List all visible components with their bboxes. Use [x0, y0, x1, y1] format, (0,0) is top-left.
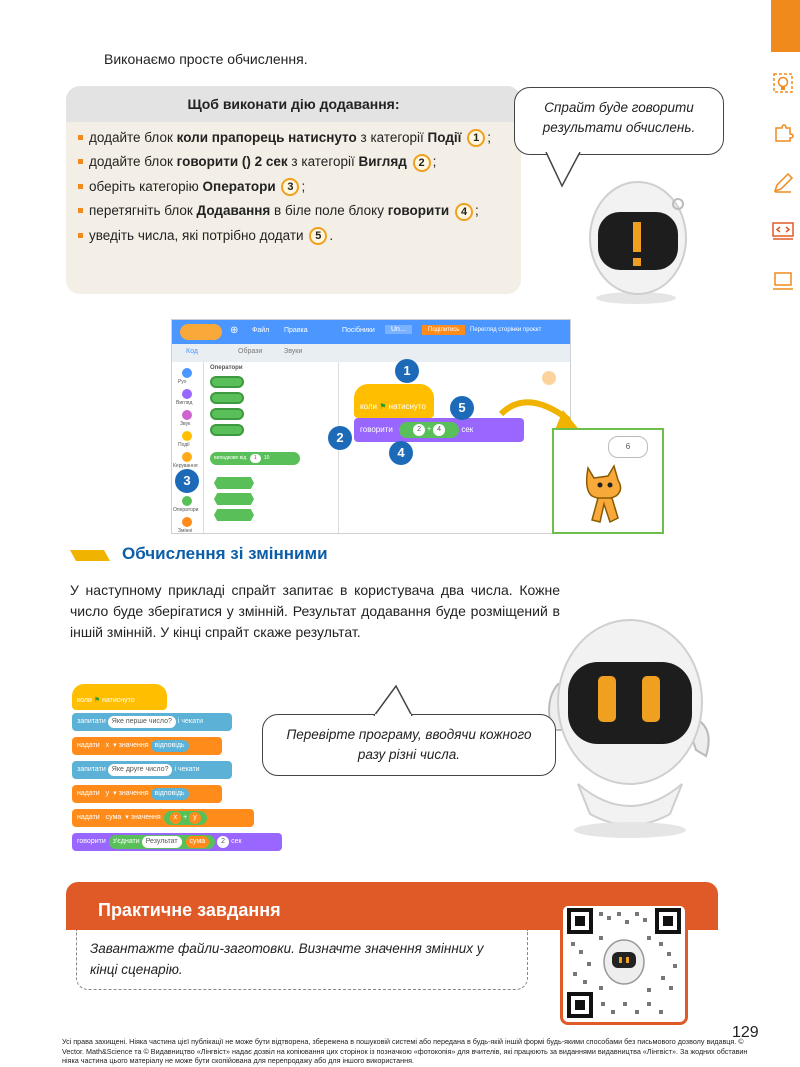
flag-icon: ⚑: [93, 697, 101, 704]
menu-file[interactable]: Файл: [252, 327, 270, 334]
palette-title: Оператори: [210, 365, 243, 371]
block-greater[interactable]: [214, 477, 254, 489]
block-palette: [204, 362, 339, 534]
step-number-badge: 1: [467, 129, 485, 147]
share-button[interactable]: Поділитись: [422, 325, 465, 335]
stage-output: [552, 428, 664, 534]
tab-code[interactable]: Код: [186, 348, 198, 355]
paragraph: У наступному прикладі спрайт запитає в користувача два числа. Кожне число буде зберігатися у змінній. Результат додавання буде розміщений в іншій змінній. У кінці спрайт скаже результат.: [70, 582, 560, 640]
when-flag-clicked-block[interactable]: коли ⚑ натиснуто: [72, 684, 167, 710]
steps-box: [66, 86, 521, 294]
copyright-footer: Усі права захищені. Ніяка частина цієї публікації не може бути відтворена, збережена в пошуковій системі або передана в будь-якій іншій формі будь-якими способами без письмового дозволу видавця. © Vector. Math&Science та © Видавництво «Лінгвіст» надає дозвіл на копіювання цих сторінок із позначкою «фотокопія» для вчителів, які працюють за виданнями видавництва «Лінгвіст». За жодних обставин ніяка частина цього матеріалу не може бути скопійована для перепродажу або для іншого використання.: [62, 1037, 748, 1065]
code-icon: [772, 220, 794, 242]
add-operator-block[interactable]: 2 + 4: [399, 422, 459, 438]
project-title-field[interactable]: Un...: [385, 325, 412, 334]
menu-edit[interactable]: Правка: [284, 327, 308, 334]
speech-bubble-bottom: Перевірте програму, вводячи кожного разу різні числа.: [262, 714, 556, 776]
block-equals[interactable]: [214, 509, 254, 521]
step-item: додайте блок говорити () 2 сек з категорії Вигляд 2 ;: [78, 152, 511, 171]
menu-tutorials[interactable]: Посібники: [342, 327, 375, 334]
block-less[interactable]: [214, 493, 254, 505]
step-number-badge: 4: [455, 203, 473, 221]
speech-bubble-top: Спрайт буде говорити результати обчислень.: [514, 87, 724, 155]
practice-text: Завантажте файли-заготовки. Визначте значення змінних у кінці сценарію.: [90, 941, 484, 977]
callout-badge-4: 4: [389, 441, 413, 465]
robot-icon: [578, 178, 708, 306]
say-block[interactable]: говорити 2 + 4 сек: [354, 418, 524, 442]
block-random[interactable]: випадкове від 1 10: [210, 452, 300, 465]
when-flag-clicked-block[interactable]: коли ⚑ натиснуто: [354, 384, 434, 418]
step-item: перетягніть блок Додавання в біле поле блоку говорити 4 ;: [78, 201, 511, 220]
set-x-block[interactable]: надати x ▾ значення відповідь: [72, 737, 222, 755]
qr-code[interactable]: [560, 903, 688, 1025]
scratch-logo: [180, 324, 222, 340]
puzzle-icon: [772, 122, 794, 144]
ask-block-2[interactable]: запитати Яке друге число? і чекати: [72, 761, 232, 779]
category-variables[interactable]: [182, 517, 192, 527]
step-item: додайте блок коли прапорець натиснуто з категорії Події 1 ;: [78, 128, 511, 147]
category-list: Рух Вигляд Звук Події Керування Оператори Змінні: [172, 362, 204, 534]
robot-icon: [538, 600, 718, 840]
menu-bar: [172, 320, 571, 344]
laptop-icon: [772, 270, 794, 292]
block-add[interactable]: [210, 376, 244, 388]
globe-icon[interactable]: ⊕: [230, 325, 239, 336]
steps-title: Щоб виконати дію додавання:: [66, 86, 521, 122]
step-number-badge: 5: [309, 227, 327, 245]
callout-badge-3: 3: [175, 469, 199, 493]
scratch-cat-icon: [538, 368, 560, 392]
step-item: уведіть числа, які потрібно додати 5 .: [78, 226, 511, 245]
page-number: 129: [732, 1024, 759, 1041]
steps-list: [66, 122, 521, 245]
set-y-block[interactable]: надати y ▾ значення відповідь: [72, 785, 222, 803]
category-looks[interactable]: [182, 389, 192, 399]
stage-speech: 6: [608, 436, 648, 458]
join-operator-block[interactable]: з'єднати Результат сума: [109, 835, 215, 849]
chapter-tab: [771, 0, 800, 52]
step-number-badge: 2: [413, 154, 431, 172]
ask-block-1[interactable]: запитати Яке перше число? і чекати: [72, 713, 232, 731]
block-subtract[interactable]: [210, 392, 244, 404]
category-operators[interactable]: [182, 496, 192, 506]
intro-text: Виконаємо просте обчислення.: [104, 51, 308, 67]
step-item: оберіть категорію Оператори 3 ;: [78, 177, 511, 196]
pencil-icon: [772, 172, 794, 194]
callout-badge-5: 5: [450, 396, 474, 420]
set-sum-block[interactable]: надати сума ▾ значення x + y: [72, 809, 254, 827]
category-motion[interactable]: [182, 368, 192, 378]
callout-badge-2: 2: [328, 426, 352, 450]
tab-costumes[interactable]: Образи: [238, 348, 263, 355]
tab-sounds[interactable]: Звуки: [284, 348, 303, 355]
category-events[interactable]: [182, 431, 192, 441]
section-marker-icon: [70, 550, 110, 561]
bubble-tail: [370, 684, 418, 716]
lightbulb-icon: [772, 72, 794, 94]
practice-title: Практичне завдання: [98, 900, 281, 920]
block-divide[interactable]: [210, 424, 244, 436]
step-number-badge: 3: [281, 178, 299, 196]
flag-icon: ⚑: [379, 402, 387, 411]
category-sound[interactable]: [182, 410, 192, 420]
scratch-cat-icon: [574, 460, 634, 530]
say-join-block[interactable]: говорити з'єднати Результат сума 2 сек: [72, 833, 282, 851]
callout-badge-1: 1: [395, 359, 419, 383]
editor-tabs: [172, 344, 571, 362]
qr-code-icon: [563, 906, 685, 1022]
see-project-page-button[interactable]: Перегляд сторінки проєкт: [470, 327, 542, 333]
category-control[interactable]: [182, 452, 192, 462]
add-operator-block[interactable]: x + y: [164, 811, 207, 825]
block-multiply[interactable]: [210, 408, 244, 420]
